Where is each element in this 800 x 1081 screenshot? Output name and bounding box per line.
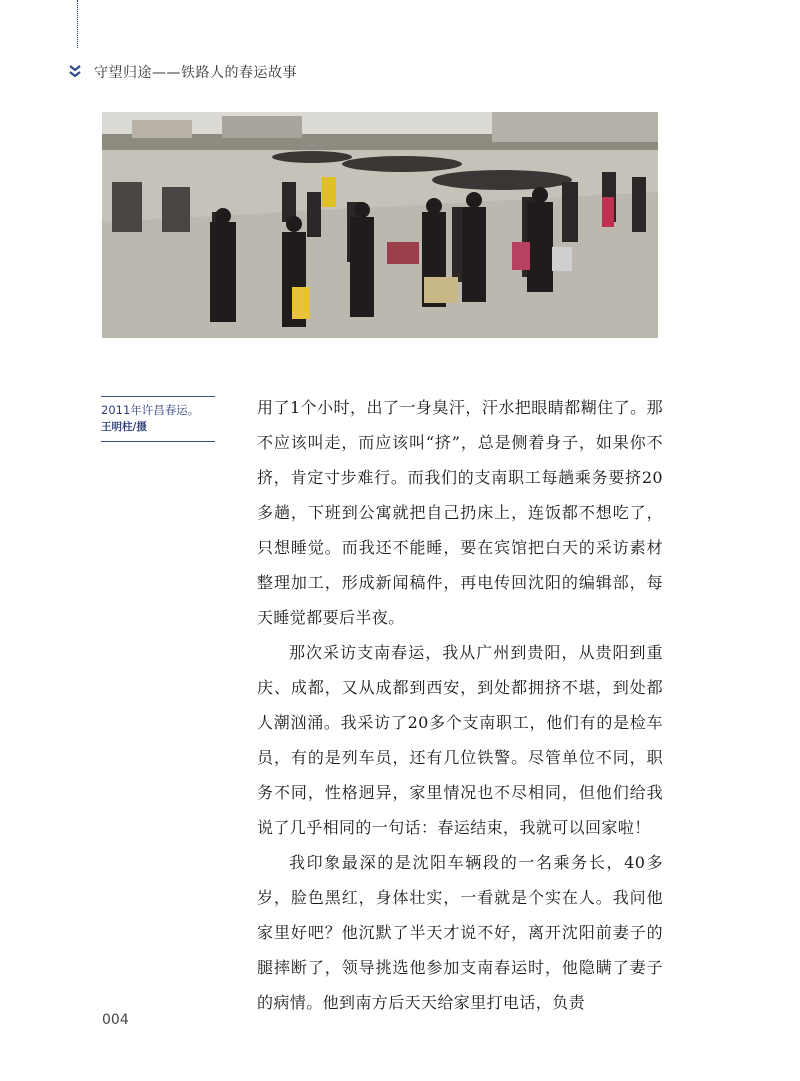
page-number: 004 [102,1012,129,1028]
caption-photographer: 王明柱/摄 [101,421,147,433]
paragraph-2: 那次采访支南春运，我从广州到贵阳，从贵阳到重庆、成都，又从成都到西安，到处都拥挤不堪，到处都人潮汹涌。我采访了20多个支南职工，他们有的是检车员，有的是列车员，还有几位铁警。尽管单位不同，职务不同，性格迥异，家里情况也不尽相同，但他们给我说了几乎相同的一句话：春运结束，我就可以回家啦！ [257,643,663,837]
photo-station-queue [102,112,658,338]
running-header [68,62,297,82]
double-chevron-down-icon [68,64,82,80]
paragraph-1: 用了1个小时，出了一身臭汗，汗水把眼睛都糊住了。那不应该叫走，而应该叫“挤”，总是侧着身子，如果你不挤，肯定寸步难行。而我们的支南职工每趟乘务要挤20多趟，下班到公寓就把自己扔床上，连饭都不想吃了，只想睡觉。而我还不能睡，要在宾馆把白天的采访素材整理加工，形成新闻稿件，再电传回沈阳的编辑部，每天睡觉都要后半夜。 [257,398,663,627]
book-title: 守望归途——铁路人的春运故事 [94,65,297,81]
article-body [257,390,663,1020]
caption-description: 2011年许昌春运。 [101,403,200,417]
photo-caption [101,396,215,442]
paragraph-3: 我印象最深的是沈阳车辆段的一名乘务长，40多岁，脸色黑红，身体壮实，一看就是个实在人。我问他家里好吧？他沉默了半天才说不好，离开沈阳前妻子的腿摔断了，领导挑选他参加支南春运时，他隐瞒了妻子的病情。他到南方后天天给家里打电话，负责 [257,853,663,1012]
decorative-dotted-rule [77,0,78,48]
